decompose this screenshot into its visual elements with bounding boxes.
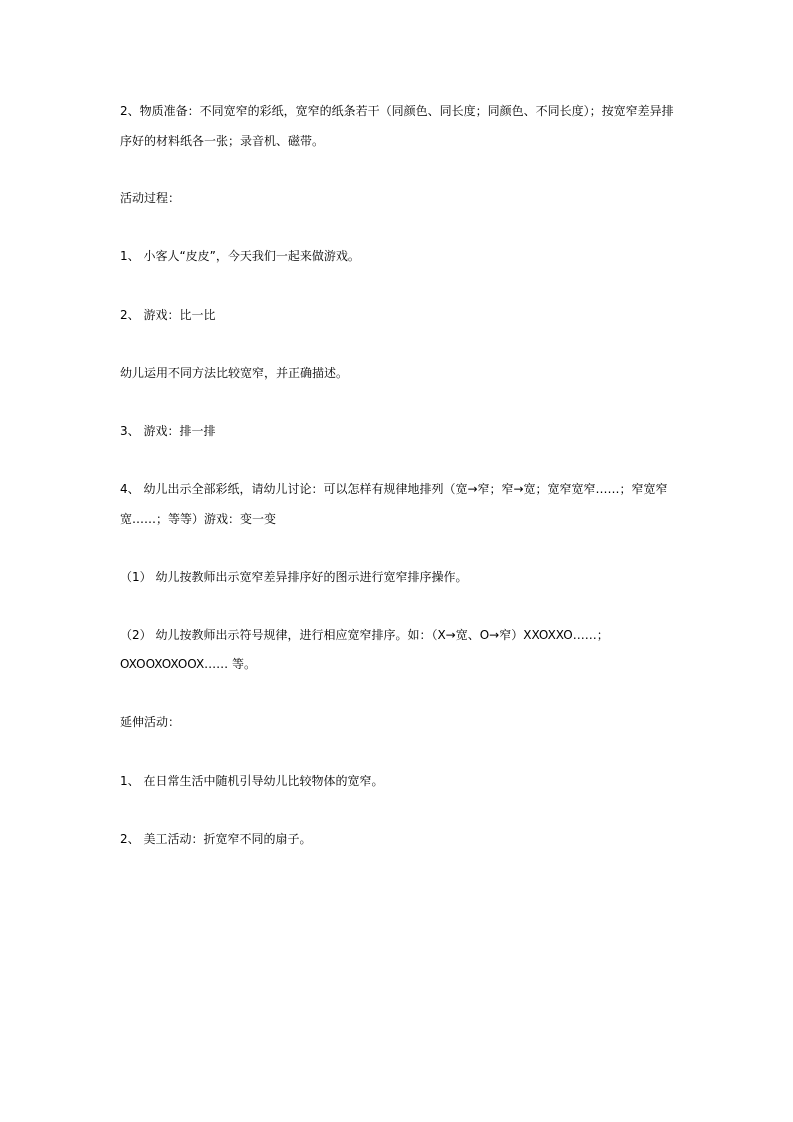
materials-line-1: 2、物质准备：不同宽窄的彩纸，宽窄的纸条若干（同颜色、同长度；同颜色、不同长度）；按宽窄差异排 <box>120 104 674 118</box>
section-heading-extension: 延伸活动： <box>120 715 181 729</box>
process-substep-1: （1） 幼儿按教师出示宽窄差异排序好的图示进行宽窄排序操作。 <box>120 570 468 584</box>
section-heading-process: 活动过程： <box>120 191 181 205</box>
extension-item-2: 2、 美工活动：折宽窄不同的扇子。 <box>120 832 312 846</box>
materials-line-2: 序好的材料纸各一张；录音机、磁带。 <box>120 134 325 148</box>
extension-item-1: 1、 在日常生活中随机引导幼儿比较物体的宽窄。 <box>120 774 384 788</box>
process-step-4-line-1: 4、 幼儿出示全部彩纸，请幼儿讨论：可以怎样有规律地排列（宽→窄；窄→宽；宽窄宽窄……；窄宽窄 <box>120 482 668 496</box>
process-step-2: 2、 游戏：比一比 <box>120 308 216 322</box>
process-step-3: 3、 游戏：排一排 <box>120 424 216 438</box>
process-substep-2-line-1: （2） 幼儿按教师出示符号规律，进行相应宽窄排序。如：（X→宽、O→窄）XXOXXO……； <box>120 628 609 642</box>
process-step-4-line-2: 宽……；等等）游戏：变一变 <box>120 512 277 526</box>
process-step-1: 1、 小客人“皮皮”，今天我们一起来做游戏。 <box>120 249 360 263</box>
process-substep-2-line-2: OXOOXOXOOX…… 等。 <box>120 657 256 671</box>
process-step-2-detail: 幼儿运用不同方法比较宽窄，并正确描述。 <box>120 366 349 380</box>
